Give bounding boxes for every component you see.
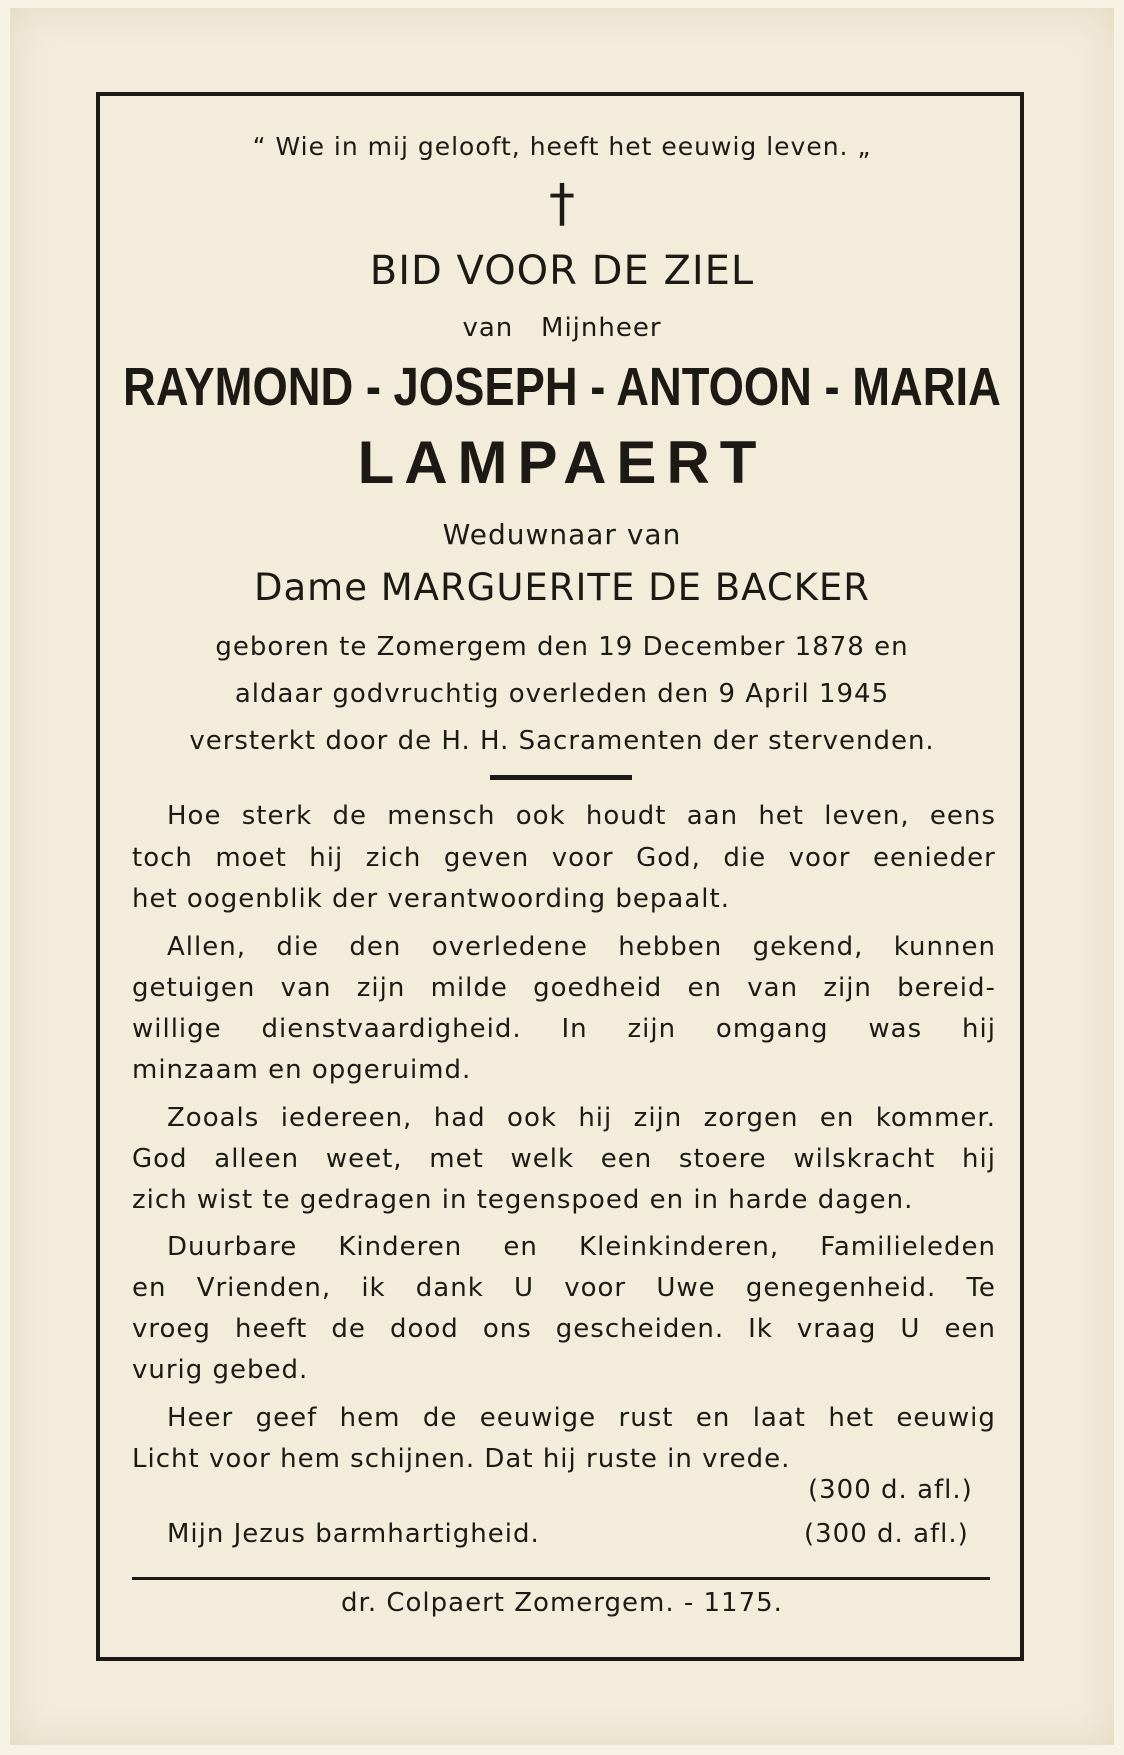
paragraph-line: getuigen van zijn milde goedheid en van zijn bereid- <box>132 973 996 1003</box>
paragraph-line: vroeg heeft de dood ons gescheiden. Ik vraag U een <box>132 1314 996 1344</box>
paragraph-line: Hoe sterk de mensch ook houdt aan het leven, eens <box>167 801 996 831</box>
spouse-name: Dame MARGUERITE DE BACKER <box>253 566 871 609</box>
paragraph-line: willige dienstvaardigheid. In zijn omgang was hij <box>132 1014 996 1044</box>
paragraph-line: Licht voor hem schijnen. Dat hij ruste in vrede. <box>132 1444 791 1474</box>
bio-line: geboren te Zomergem den 19 December 1878 en <box>215 632 909 662</box>
paragraph-line: zich wist te gedragen in tegenspoed en in harde dagen. <box>132 1185 914 1215</box>
paragraph-line: God alleen weet, met welk een stoere wilskracht hij <box>132 1144 996 1174</box>
separator-line <box>490 775 632 780</box>
indulgence-note-1: (300 d. afl.) <box>808 1475 973 1505</box>
paragraph-line: het oogenblik der verantwoording bepaalt. <box>132 884 730 914</box>
scripture-quote: “ Wie in mij gelooft, heeft het eeuwig leven. „ <box>252 132 872 161</box>
van-line: van Mijnheer <box>462 313 662 343</box>
heading: BID VOOR DE ZIEL <box>369 248 755 294</box>
bio-line: aldaar godvruchtig overleden den 9 April 1945 <box>234 679 890 709</box>
widower-line: Weduwnaar van <box>442 518 682 551</box>
paragraph-line: vurig gebed. <box>132 1355 309 1385</box>
surname: LAMPAERT <box>357 429 767 496</box>
closing-prayer: Mijn Jezus barmhartigheid. <box>167 1519 540 1549</box>
paragraph-line: Duurbare Kinderen en Kleinkinderen, Familieleden <box>167 1232 996 1262</box>
paragraph-line: toch moet hij zich geven voor God, die voor eenieder <box>132 843 996 873</box>
bio-line: versterkt door de H. H. Sacramenten der stervenden. <box>189 726 935 756</box>
paragraph-line: Heer geef hem de eeuwige rust en laat het eeuwig <box>167 1403 996 1433</box>
given-names: RAYMOND - JOSEPH - ANTOON - MARIA <box>123 357 1001 417</box>
paragraph-line: en Vrienden, ik dank U voor Uwe genegenheid. Te <box>132 1273 996 1303</box>
paragraph-line: minzaam en opgeruimd. <box>132 1055 472 1085</box>
bottom-rule <box>132 1577 990 1580</box>
cross-icon: † <box>549 174 575 234</box>
indulgence-note-2: (300 d. afl.) <box>804 1519 969 1549</box>
paragraph-line: Zooals iedereen, had ook hij zijn zorgen en kommer. <box>167 1103 996 1133</box>
paragraph-line: Allen, die den overledene hebben gekend, kunnen <box>167 932 996 962</box>
printer-credit: dr. Colpaert Zomergem. - 1175. <box>341 1588 783 1618</box>
